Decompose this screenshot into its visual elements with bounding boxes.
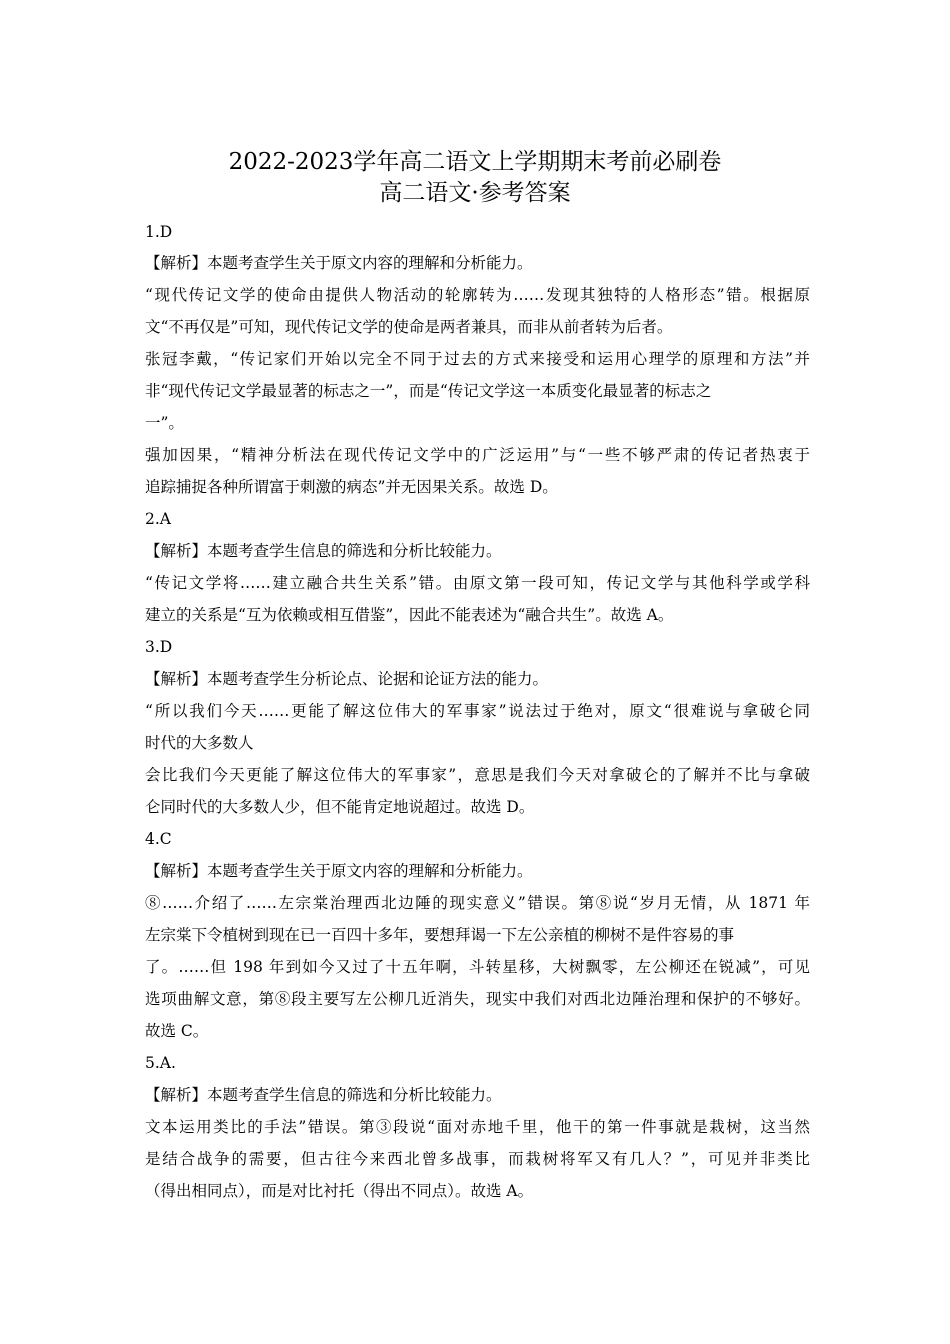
text-line: 时代的大多数人	[145, 734, 254, 752]
text-line: （得出相同点），而是对比衬托（得出不同点）。故选 A。	[145, 1182, 534, 1200]
text-line: 强加因果，“精神分析法在现代传记文学中的广泛运用”与“一些不够严肃的传记者热衷于	[145, 446, 810, 464]
text-line: 左宗棠下令植树到现在已一百四十多年，要想拜谒一下左公亲植的柳树不是件容易的事	[145, 926, 735, 944]
text-line: 是结合战争的需要，但古往今来西北曾多战事，而栽树将军又有几人？”，可见并非类比	[145, 1150, 810, 1168]
text-line: “传记文学将……建立融合共生关系”错。由原文第一段可知，传记文学与其他科学或学科	[145, 574, 810, 592]
text-line: 张冠李戴，“传记家们开始以完全不同于过去的方式来接受和运用心理学的原理和方法”并	[145, 350, 810, 368]
text-line: “所以我们今天……更能了解这位伟大的军事家”说法过于绝对，原文“很难说与拿破仑同	[145, 702, 810, 720]
document-subtitle: 高二语文·参考答案	[379, 180, 571, 206]
text-line: 故选 C。	[145, 1022, 209, 1040]
analysis-label: 【解析】本题考查学生关于原文内容的理解和分析能力。	[145, 254, 533, 272]
text-line: 文本运用类比的手法”错误。第③段说“面对赤地千里，他干的第一件事就是栽树，这当然	[145, 1118, 810, 1136]
analysis-label: 【解析】本题考查学生信息的筛选和分析比较能力。	[145, 1086, 502, 1104]
text-line: 一”。	[145, 414, 184, 432]
text-line: 选项曲解文意，第⑧段主要写左公柳几近消失，现实中我们对西北边陲治理和保护的不够好。	[145, 990, 810, 1008]
answer-number: 2.A	[145, 510, 171, 528]
analysis-label: 【解析】本题考查学生关于原文内容的理解和分析能力。	[145, 862, 533, 880]
analysis-label: 【解析】本题考查学生分析论点、论据和论证方法的能力。	[145, 670, 549, 688]
answer-number: 1.D	[145, 223, 173, 241]
text-line: 仑同时代的大多数人少，但不能肯定地说超过。故选 D。	[145, 798, 535, 816]
text-line: 建立的关系是“互为依赖或相互借鉴”，因此不能表述为“融合共生”。故选 A。	[145, 606, 674, 624]
document-title: 2022-2023学年高二语文上学期期末考前必刷卷	[228, 149, 722, 175]
text-line: 了。……但 198 年到如今又过了十五年啊，斗转星移，大树飘零，左公柳还在锐减”，可见	[145, 958, 810, 976]
text-line: 追踪捕捉各种所谓富于刺激的病态”并无因果关系。故选 D。	[145, 478, 558, 496]
text-line: 非“现代传记文学最显著的标志之一”，而是“传记文学这一本质变化最显著的标志之	[145, 382, 712, 400]
text-line: “现代传记文学的使命由提供人物活动的轮廓转为……发现其独特的人格形态”错。根据原	[145, 286, 810, 304]
answer-number: 3.D	[145, 638, 173, 656]
text-line: 会比我们今天更能了解这位伟大的军事家”，意思是我们今天对拿破仑的了解并不比与拿破	[145, 766, 810, 784]
text-line: ⑧……介绍了……左宗棠治理西北边陲的现实意义”错误。第⑧说“岁月无情，从 1871 年	[145, 894, 810, 912]
answer-number: 5.A.	[145, 1054, 176, 1072]
text-line: 文“不再仅是”可知，现代传记文学的使命是两者兼具，而非从前者转为后者。	[145, 318, 673, 336]
analysis-label: 【解析】本题考查学生信息的筛选和分析比较能力。	[145, 542, 502, 560]
answer-number: 4.C	[145, 830, 172, 848]
